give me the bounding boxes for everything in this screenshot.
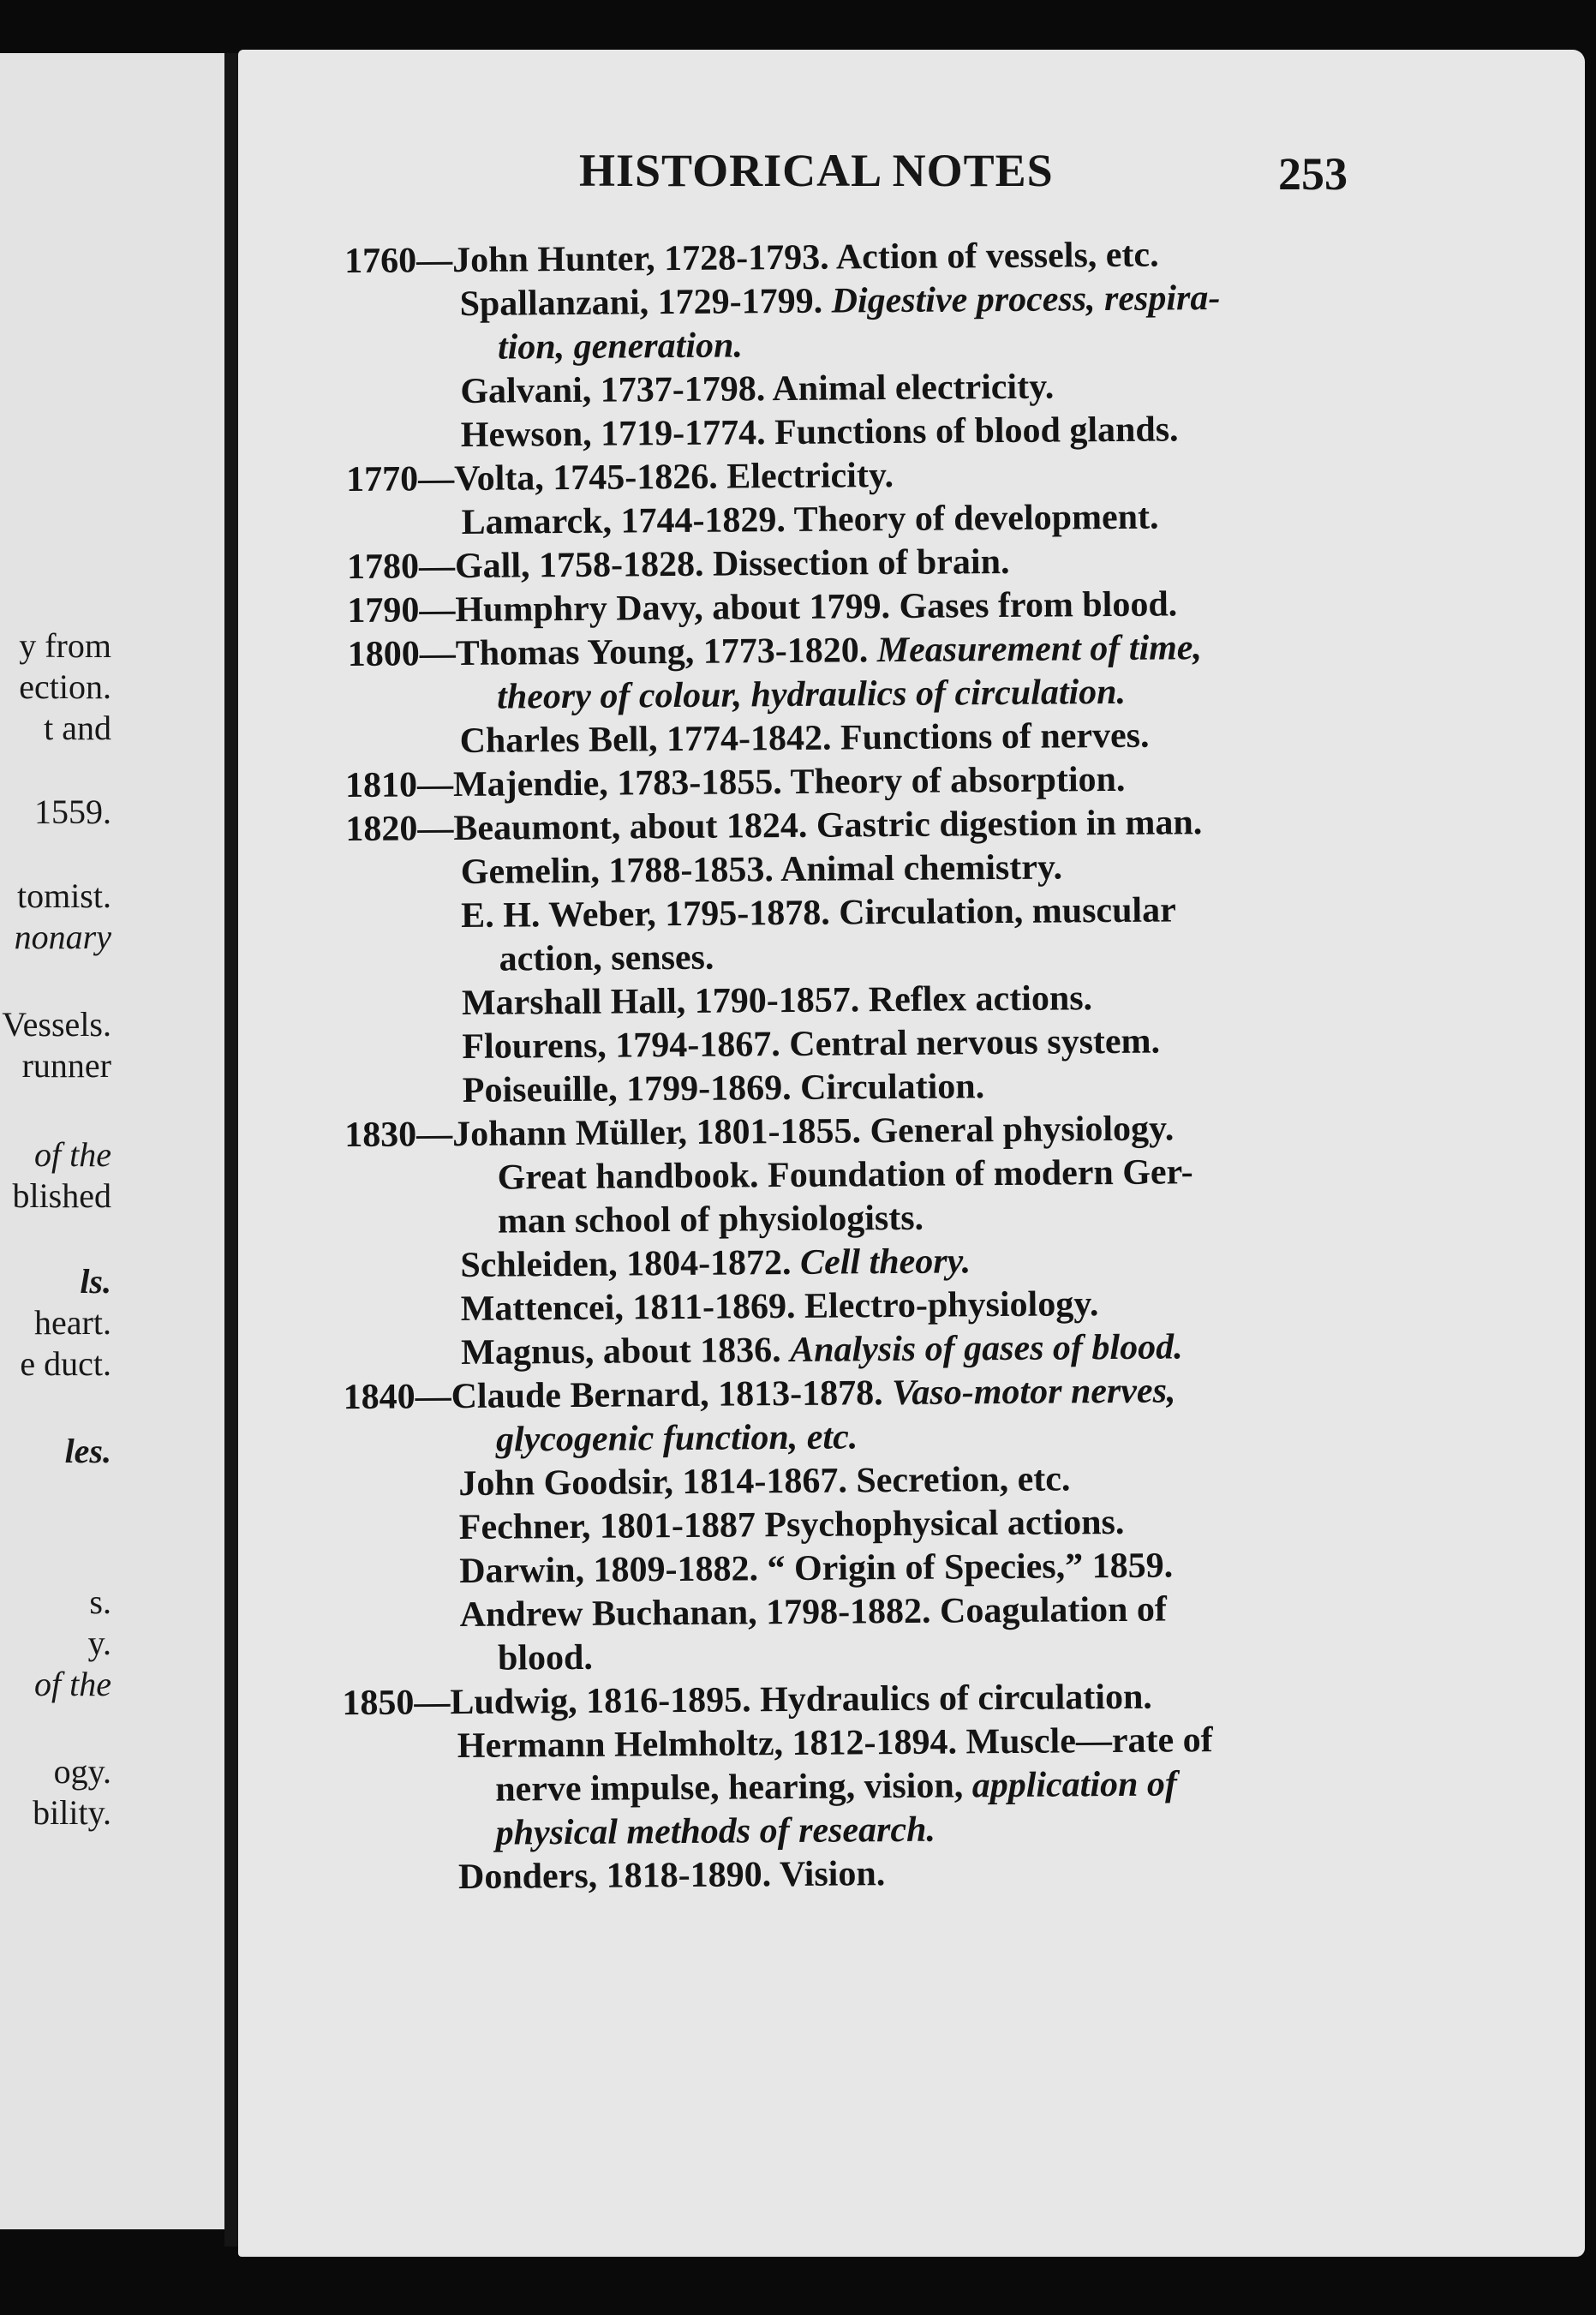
page-number: 253 (1278, 148, 1348, 200)
entry-line: Lamarck, 1744-1829. Theory of development. (461, 497, 1159, 542)
entry-line: Charles Bell, 1774-1842. Functions of nerves. (459, 715, 1150, 761)
entry-line: Marshall Hall, 1790-1857. Reflex actions. (461, 978, 1093, 1023)
entry-line: man school of physiologists. (497, 1198, 924, 1241)
entry-line: 1810—Majendie, 1783-1855. Theory of absorption. (344, 759, 1126, 806)
left-page-fragment: e duct. (20, 1344, 111, 1383)
entry-line: 1780—Gall, 1758-1828. Dissection of brain. (346, 541, 1010, 588)
entry-line: 1760—John Hunter, 1728-1793. Action of vessels, etc. (344, 235, 1159, 282)
entry-line: Mattencei, 1811-1869. Electro-physiology. (460, 1284, 1099, 1329)
entry-line: physical methods of research. (495, 1810, 936, 1853)
entry-line: Hermann Helmholtz, 1812-1894. Muscle—rate of (457, 1720, 1213, 1767)
entry-line: glycogenic function, etc. (495, 1417, 858, 1460)
book-gutter (224, 53, 238, 2246)
entry-line: blood. (497, 1637, 594, 1678)
entry-line: Hewson, 1719-1774. Functions of blood glands. (460, 410, 1179, 455)
entry-line: E. H. Weber, 1795-1878. Circulation, muscular (461, 890, 1176, 936)
entry-line: nerve impulse, hearing, vision, application of (495, 1764, 1178, 1810)
left-page-fragment: of the (34, 1135, 111, 1174)
entry-line: theory of colour, hydraulics of circulation. (497, 672, 1127, 717)
left-page-fragment: of the (34, 1665, 111, 1703)
entry-line: Great handbook. Foundation of modern Ger- (497, 1152, 1193, 1198)
entry-line: Poiseuille, 1799-1869. Circulation. (462, 1067, 985, 1110)
left-page-fragment: y from (19, 626, 111, 665)
left-page-fragment: les. (64, 1432, 111, 1470)
historical-entries (238, 230, 1585, 1898)
entry-line: Gemelin, 1788-1853. Animal chemistry. (460, 847, 1063, 892)
left-page-fragment: ogy. (53, 1752, 111, 1791)
left-page-fragment: t and (44, 709, 111, 747)
left-page-fragment: y. (87, 1624, 111, 1662)
entry-line: Schleiden, 1804-1872. Cell theory. (460, 1241, 971, 1285)
entry-line: 1800—Thomas Young, 1773-1820. Measurement of time, (347, 628, 1203, 675)
entry-line: Andrew Buchanan, 1798-1882. Coagulation of (459, 1589, 1168, 1636)
entry-line: action, senses. (499, 937, 714, 979)
entry-line: 1840—Claude Bernard, 1813-1878. Vaso-motor nerves, (343, 1371, 1176, 1418)
left-page-edge (0, 53, 224, 2229)
page (238, 50, 1585, 2257)
entry-line: Flourens, 1794-1867. Central nervous system. (462, 1021, 1161, 1067)
left-page-fragment: 1559. (34, 793, 111, 831)
entry-line: Galvani, 1737-1798. Animal electricity. (460, 367, 1055, 411)
left-page-fragment: tomist. (16, 876, 111, 915)
left-page-fragment: Vessels. (2, 1005, 111, 1044)
entry-line: Darwin, 1809-1882. “ Origin of Species,” 1859. (459, 1546, 1174, 1592)
left-page-fragment: bility. (33, 1793, 111, 1832)
left-page-fragment: s. (89, 1582, 111, 1621)
entry-line: 1820—Beaumont, about 1824. Gastric digestion in man. (345, 803, 1203, 850)
left-page-fragment: ection. (19, 667, 111, 706)
left-page-fragment: blished (12, 1176, 111, 1215)
entry-line: tion, generation. (497, 326, 744, 368)
entry-line: 1850—Ludwig, 1816-1895. Hydraulics of circulation. (342, 1677, 1153, 1724)
entry-line: Fechner, 1801-1887 Psychophysical actions. (458, 1502, 1125, 1548)
entry-line: 1830—Johann Müller, 1801-1855. General physiology. (344, 1109, 1175, 1156)
left-page-fragment: ls. (80, 1262, 111, 1301)
entry-line: Magnus, about 1836. Analysis of gases of blood. (461, 1327, 1183, 1373)
running-title: HISTORICAL NOTES (579, 145, 1054, 196)
entry-line: Spallanzani, 1729-1799. Digestive process, respira- (459, 278, 1221, 324)
page-header (238, 144, 1585, 204)
entry-line: 1770—Volta, 1745-1826. Electricity. (346, 456, 894, 500)
entry-line: 1790—Humphry Davy, about 1799. Gases from blood. (347, 584, 1178, 631)
left-page-fragment: heart. (34, 1303, 111, 1342)
entry-line: Donders, 1818-1890. Vision. (457, 1854, 886, 1898)
left-page-fragment: runner (21, 1046, 111, 1085)
entry-line: John Goodsir, 1814-1867. Secretion, etc. (458, 1459, 1071, 1504)
left-page-fragment: nonary (14, 918, 111, 956)
